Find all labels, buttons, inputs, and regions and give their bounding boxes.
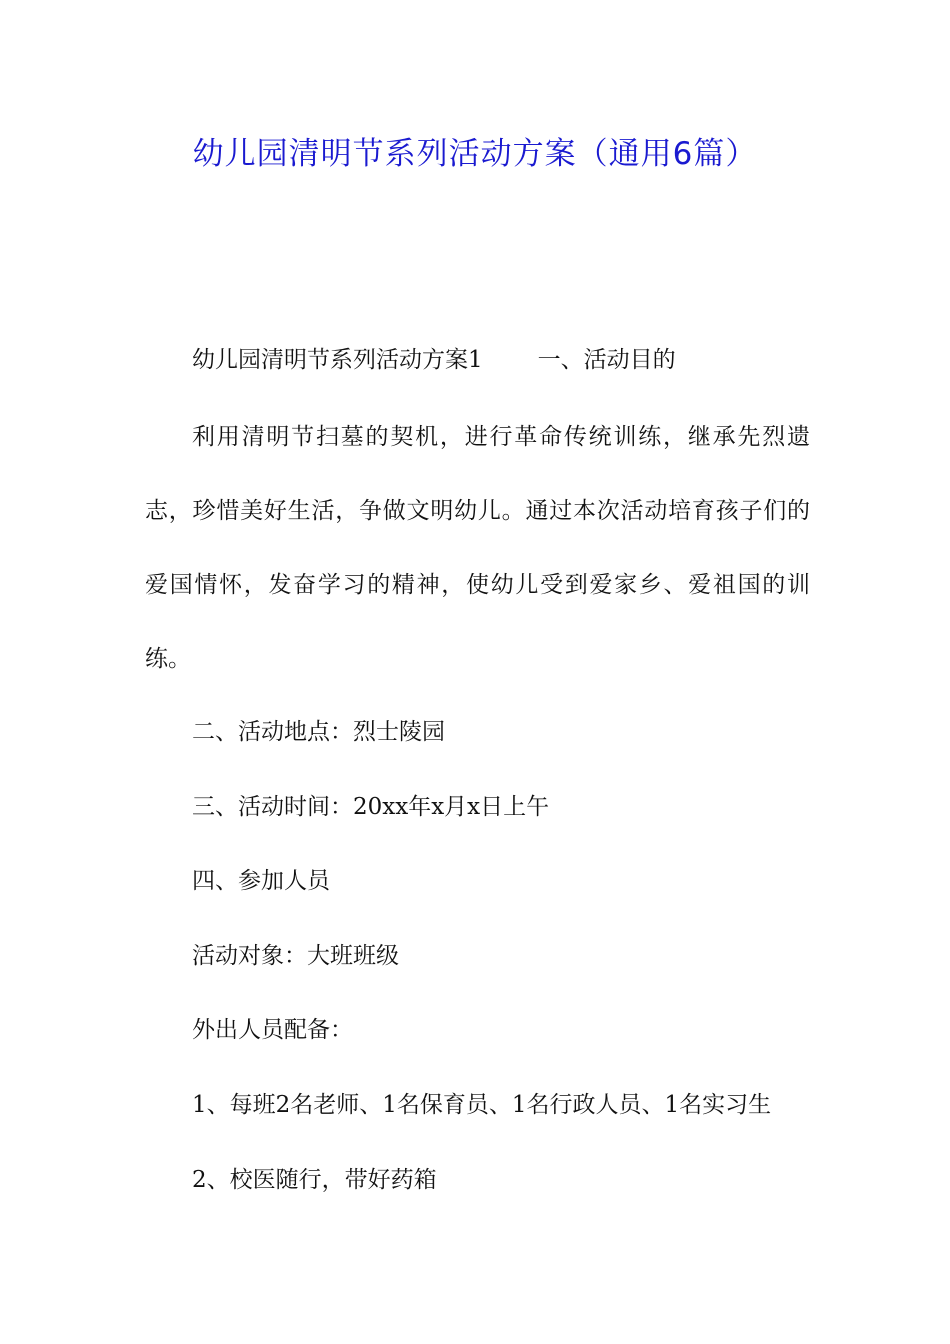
purpose-heading: 一、活动目的 bbox=[537, 347, 676, 373]
plan-heading: 幼儿园清明节系列活动方案1 bbox=[192, 347, 483, 373]
staff-item-2: 2、校医随行，带好药箱 bbox=[192, 1167, 437, 1193]
document-title: 幼儿园清明节系列活动方案（通用6篇） bbox=[192, 136, 758, 172]
target-line: 活动对象：大班班级 bbox=[192, 943, 399, 969]
purpose-paragraph: 利用清明节扫墓的契机，进行革命传统训练，继承先烈遗志，珍惜美好生活，争做文明幼儿。通过本次活动培育孩子们的爱国情怀，发奋学习的精神，使幼儿受到爱家乡、爱祖国的训练。 bbox=[145, 424, 810, 672]
section-heading-line bbox=[192, 345, 676, 375]
participants-heading: 四、参加人员 bbox=[192, 868, 330, 894]
time-line: 三、活动时间：20xx年x月x日上午 bbox=[192, 794, 550, 820]
location-line: 二、活动地点：烈士陵园 bbox=[192, 719, 445, 745]
staff-item-1: 1、每班2名老师、1名保育员、1名行政人员、1名实习生 bbox=[192, 1092, 772, 1118]
staff-heading: 外出人员配备： bbox=[192, 1017, 353, 1043]
